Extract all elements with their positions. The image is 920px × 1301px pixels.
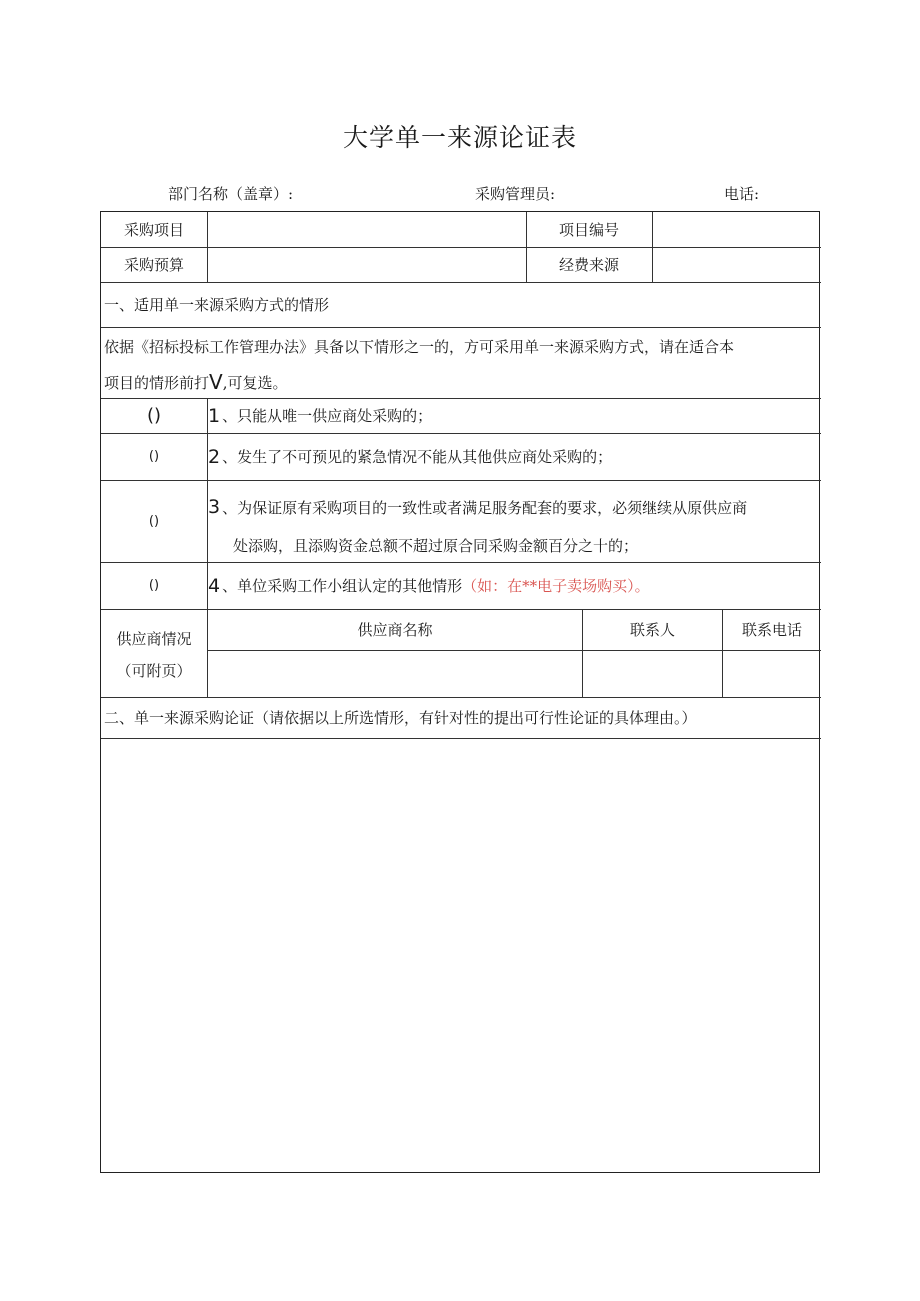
- supplier-name-header: 供应商名称: [357, 621, 433, 639]
- option1-number: 1: [208, 404, 221, 427]
- supplier-name-field[interactable]: [208, 651, 582, 697]
- project-no-label: 项目编号: [558, 221, 619, 239]
- option3-checkbox[interactable]: [101, 480, 207, 562]
- manager-label: 采购管理员:: [475, 185, 556, 203]
- project-no-field[interactable]: [653, 212, 821, 247]
- contact-phone-field[interactable]: [723, 651, 821, 697]
- option3-text: [208, 492, 818, 522]
- budget-label: 采购预算: [123, 256, 184, 274]
- section1-intro-line1: 依据《招标投标工作管理办法》具备以下情形之一的，方可采用单一来源采购方式，请在适合本: [104, 337, 735, 356]
- option3-number: 3: [208, 496, 221, 518]
- phone-label: 电话:: [724, 185, 760, 203]
- contact-field[interactable]: [583, 651, 722, 697]
- section1-intro-line2: [104, 367, 818, 397]
- option1-label: 、只能从唯一供应商处采购的；: [222, 407, 433, 425]
- section1-heading: 一、适用单一来源采购方式的情形: [104, 296, 330, 314]
- project-field[interactable]: [208, 212, 526, 247]
- supplier-label: 供应商情况: [116, 629, 192, 648]
- justification-textarea[interactable]: [101, 739, 821, 1171]
- option4-text: [208, 562, 818, 609]
- option4-label: 、单位采购工作小组认定的其他情形: [222, 577, 463, 595]
- dept-label: 部门名称（盖章）:: [168, 185, 294, 203]
- fund-source-label: 经费来源: [558, 256, 619, 274]
- page-title: 大学单一来源论证表: [342, 123, 577, 152]
- option3-check-value: (): [148, 513, 160, 529]
- intro-text-a: 项目的情形前打: [104, 373, 210, 392]
- supplier-label-attach: （可附页）: [116, 661, 192, 680]
- budget-field[interactable]: [208, 247, 526, 282]
- option2-label: 、发生了不可预见的紧急情况不能从其他供应商处采购的；: [222, 448, 613, 466]
- option4-note: （如：在**电子卖场购买）。: [462, 577, 650, 595]
- option3-text-line2: 处添购，且添购资金总额不超过原合同采购金额百分之十的；: [233, 536, 639, 555]
- option2-text: [208, 433, 818, 480]
- check-mark-symbol: V: [209, 370, 223, 394]
- intro-text-b: ,可复选。: [222, 373, 288, 392]
- option2-checkbox[interactable]: [101, 433, 207, 480]
- option1-checkbox[interactable]: [101, 398, 207, 433]
- option2-number: 2: [208, 445, 221, 468]
- option3-label: 、为保证原有采购项目的一致性或者满足服务配套的要求，必须继续从原供应商: [222, 498, 748, 517]
- option4-number: 4: [208, 574, 221, 597]
- option2-check-value: (): [148, 449, 160, 464]
- option1-check-value: (): [146, 405, 162, 426]
- option1-text: [208, 398, 818, 433]
- fund-source-field[interactable]: [653, 247, 821, 282]
- evaluation-form: [100, 211, 820, 1173]
- project-label: 采购项目: [123, 221, 184, 239]
- contact-phone-header: 联系电话: [741, 621, 802, 639]
- section2-heading: 二、单一来源采购论证（请依据以上所选情形，有针对性的提出可行性论证的具体理由。）: [104, 709, 697, 727]
- option4-check-value: (): [148, 578, 160, 593]
- option4-checkbox[interactable]: [101, 562, 207, 609]
- contact-header: 联系人: [629, 621, 675, 639]
